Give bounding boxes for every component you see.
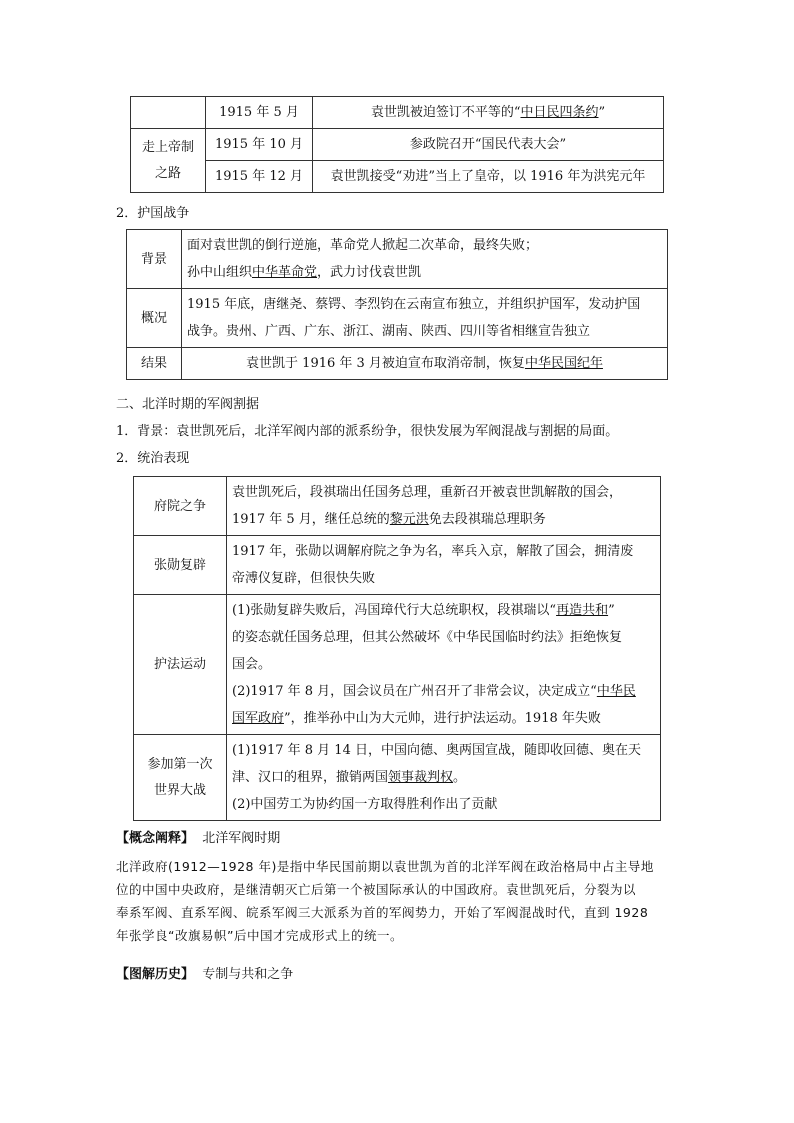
table-cell-empty	[131, 97, 206, 129]
row-content: 袁世凯死后，段祺瑞出任国务总理，重新召开被袁世凯解散的国会， 1917 年 5 月，继任总统的黎元洪免去段祺瑞总理职务	[227, 477, 661, 536]
date-cell: 1915 年 10 月	[206, 129, 313, 161]
row-label: 概况	[127, 289, 182, 348]
row-label: 张勋复辟	[134, 536, 227, 595]
row-content: (1)张勋复辟失败后，冯国璋代行大总统职权，段祺瑞以“再造共和” 的姿态就任国务总理，但其公然破坏《中华民国临时约法》拒绝恢复 国会。 (2)1917 年 8 月，国会议员在广州召开了非常会议，决定成立“中华民 国军政府”，推举孙中山为大元帅，进行护法运动。1918 年失败	[227, 595, 661, 735]
diagram-heading	[116, 965, 293, 985]
row-label: 府院之争	[134, 477, 227, 536]
row-content: 面对袁世凯的倒行逆施，革命党人掀起二次革命，最终失败； 孙中山组织中华革命党，武力讨伐袁世凯	[182, 230, 668, 289]
event-cell: 袁世凯接受“劝进”当上了皇帝，以 1916 年为洪宪元年	[313, 161, 664, 193]
row-label: 参加第一次 世界大战	[134, 735, 227, 821]
section-heading-rule: 2．统治表现	[116, 451, 190, 466]
diagram-title: 专制与共和之争	[202, 967, 294, 982]
row-label: 结果	[127, 348, 182, 380]
huguo-war-table	[126, 229, 668, 380]
event-cell: 参政院召开“国民代表大会”	[313, 129, 664, 161]
date-cell: 1915 年 12 月	[206, 161, 313, 193]
row-label: 背景	[127, 230, 182, 289]
concept-paragraph: 北洋政府(1912—1928 年)是指中华民国前期以袁世凯为首的北洋军阀在政治格局中占主导地 位的中国中央政府，是继清朝灭亡后第一个被国际承认的中国政府。袁世凯死后，分裂为以 奉系军阀、直系军阀、皖系军阀三大派系为首的军阀势力，开始了军阀混战时代，直到 1928 年张学良“改旗易帜”后中国才完成形式上的统一。	[116, 859, 654, 943]
imperial-road-table	[130, 96, 664, 193]
background-line: 1．背景：袁世凯死后，北洋军阀内部的派系纷争，很快发展为军阀混战与割据的局面。	[116, 424, 619, 439]
concept-tag: 【概念阐释】	[116, 831, 195, 846]
section-heading-warlords: 二、北洋时期的军阀割据	[116, 397, 260, 412]
section-heading-huguo: 2．护国战争	[116, 206, 190, 221]
concept-heading	[116, 829, 280, 849]
row-label: 护法运动	[134, 595, 227, 735]
event-cell: 袁世凯被迫签订不平等的“中日民四条约”	[313, 97, 664, 129]
date-cell: 1915 年 5 月	[206, 97, 313, 129]
concept-title: 北洋军阀时期	[202, 831, 281, 846]
diagram-tag: 【图解历史】	[116, 967, 195, 982]
row-content: 1917 年，张勋以调解府院之争为名，率兵入京，解散了国会，拥清废 帝溥仪复辟，但很快失败	[227, 536, 661, 595]
group-label-cell: 走上帝制 之路	[131, 129, 206, 193]
row-content: (1)1917 年 8 月 14 日，中国向德、奥两国宣战，随即收回德、奥在天 津、汉口的租界，撤销两国领事裁判权。 (2)中国劳工为协约国一方取得胜利作出了贡献	[227, 735, 661, 821]
row-content: 袁世凯于 1916 年 3 月被迫宣布取消帝制，恢复中华民国纪年	[182, 348, 668, 380]
row-content: 1915 年底，唐继尧、蔡锷、李烈钧在云南宣布独立，并组织护国军，发动护国 战争。贵州、广西、广东、浙江、湖南、陕西、四川等省相继宣告独立	[182, 289, 668, 348]
rule-performance-table	[133, 476, 661, 821]
